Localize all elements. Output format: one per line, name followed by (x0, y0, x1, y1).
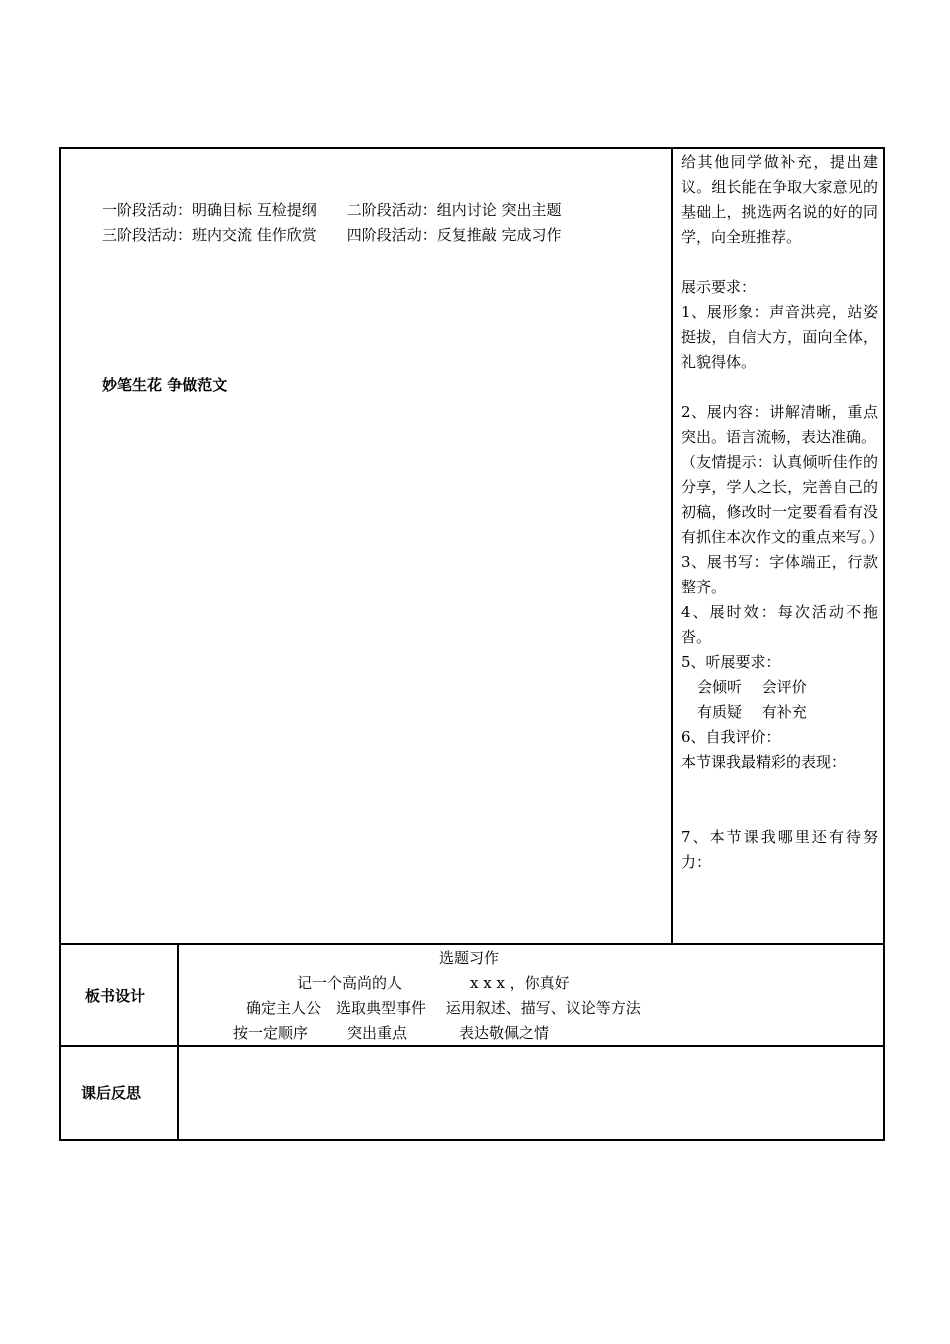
board-title: 选题习作 (439, 949, 500, 967)
row-divider-board (59, 943, 885, 945)
display-requirements-column (681, 150, 884, 875)
requirement-item-1: 1、展形象：声音洪亮，站姿挺拔，自信大方，面向全体，礼貌得体。 (681, 303, 878, 371)
board-line-1-left: 记一个高尚的人 (297, 974, 403, 992)
section-title: 妙笔生花 争做范文 (102, 376, 228, 394)
friendly-tip: （友情提示：认真倾听佳作的分享，学人之长，完善自己的初稿，修改时一定要看看有没有抓住本次作文的重点来写。） (681, 453, 884, 546)
requirement-item-4: 4、展时效：每次活动不拖沓。 (681, 603, 878, 646)
board-line-3-a: 按一定顺序 (233, 1024, 309, 1042)
board-line-2: 确定主人公 选取典型事件 运用叙述、描写、议论等方法 (246, 999, 641, 1017)
reflection-label: 课后反思 (81, 1084, 142, 1102)
label-column-divider (177, 943, 179, 1141)
requirement-item-2: 2、展内容：讲解清晰，重点突出。语言流畅，表达准确。 (681, 403, 878, 446)
requirement-item-7: 7、本节课我哪里还有待努力： (681, 828, 878, 871)
board-line-1-right: x x x ，你真好 (470, 974, 570, 992)
requirements-title: 展示要求： (681, 278, 757, 296)
board-line-3-c: 表达敬佩之情 (459, 1024, 550, 1042)
self-evaluation-prompt: 本节课我最精彩的表现： (681, 753, 847, 771)
intro-text: 给其他同学做补充，提出建议。组长能在争取大家意见的基础上，挑选两名说的好的同学，向全班推荐。 (681, 153, 878, 246)
column-divider (671, 147, 673, 944)
listening-skills-b: 有质疑 有补充 (697, 703, 807, 721)
board-design-label: 板书设计 (85, 987, 146, 1005)
activities-line-2: 三阶段活动：班内交流 佳作欣赏 四阶段活动：反复推敲 完成习作 (102, 226, 562, 244)
requirement-item-3: 3、展书写：字体端正，行款整齐。 (681, 553, 878, 596)
board-line-3-b: 突出重点 (347, 1024, 408, 1042)
requirement-item-5: 5、听展要求： (681, 653, 781, 671)
activities-line-1: 一阶段活动：明确目标 互检提纲 二阶段活动：组内讨论 突出主题 (102, 201, 562, 219)
listening-skills-a: 会倾听 会评价 (697, 678, 807, 696)
requirement-item-6: 6、自我评价： (681, 728, 781, 746)
